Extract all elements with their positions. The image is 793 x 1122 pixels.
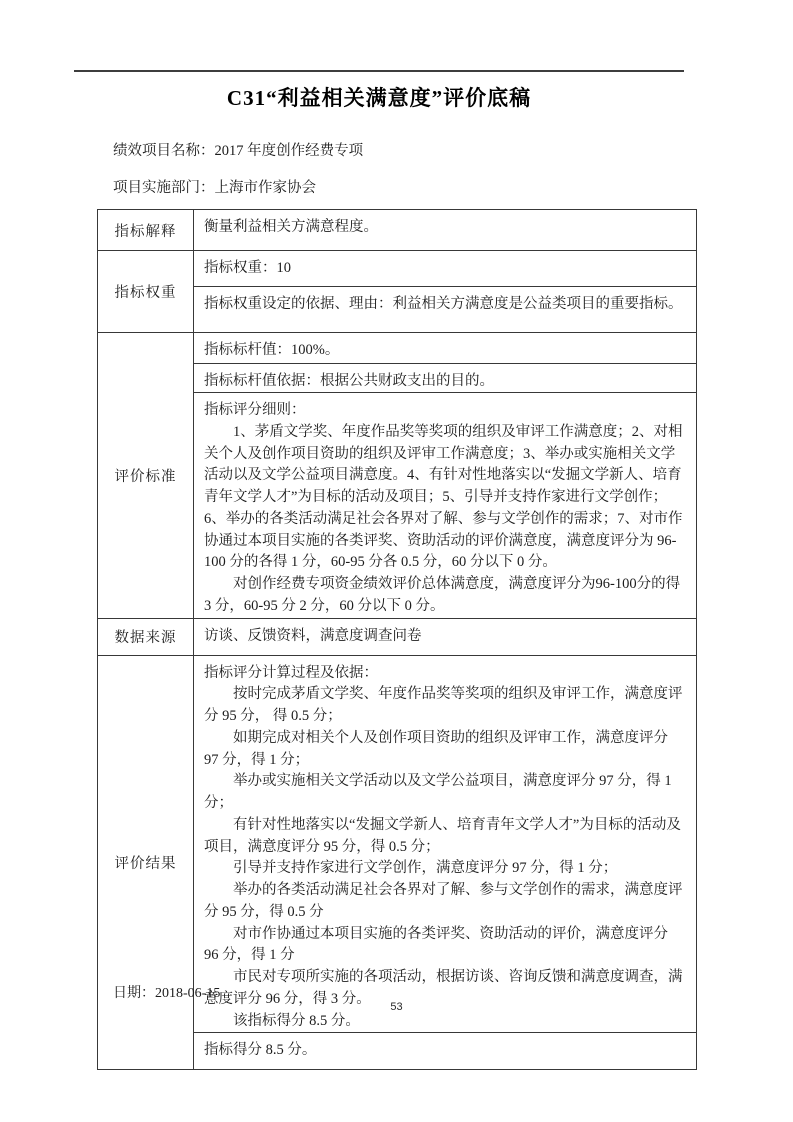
data-source-text: 访谈、反馈资料，满意度调查问卷 xyxy=(204,627,422,644)
calc-item: 引导并支持作家进行文学创作，满意度评分 97 分，得 1 分； xyxy=(233,860,618,877)
row-label-indicator-weight: 指标权重 xyxy=(98,251,194,333)
benchmark-basis-text: 指标标杆值依据：根据公共财政支出的目的。 xyxy=(204,373,494,389)
department-line: 项目实施部门：上海市作家协会 xyxy=(113,180,316,196)
scoring-rules-item: 1、茅盾文学奖、年度作品奖等奖项的组织及审评工作满意度；2、对相关个人及创作项目资助的组织及评审工作满意度；3、举办或实施相关文学活动以及文学公益项目满意度。4、有针对性地落实以“发掘文学新人、培育青年文学人才”为目标的活动及项目；5、引导并支持作家进行文学创作；6、举办的各类活动满足社会各界对了解、参与文学创作的需求；7、对市作协通过本项目实施的各类评奖、资助活动的评价满意度，满意度评分为 96-100 分的各得 1 分，60-95 分各 0.5 分，60 分以下 0 分。 xyxy=(204,423,683,571)
weight-basis-text: 指标权重设定的依据、理由：利益相关方满意度是公益类项目的重要指标。 xyxy=(204,296,683,312)
final-score-text: 指标得分 8.5 分。 xyxy=(204,1042,317,1059)
page-title: C31“利益相关满意度”评价底稿 xyxy=(226,86,532,110)
cell-benchmark-basis xyxy=(194,364,697,393)
row-label-indicator-explanation: 指标解释 xyxy=(98,210,194,251)
table-row xyxy=(98,618,697,655)
indicator-explanation-text: 衡量利益相关方满意程度。 xyxy=(204,219,378,235)
table-row xyxy=(98,210,697,251)
calc-heading: 指标评分计算过程及依据： xyxy=(204,664,378,681)
evaluation-table xyxy=(97,209,697,1070)
cell-benchmark-value xyxy=(194,333,697,364)
cell-final-score xyxy=(194,1033,697,1070)
table-row xyxy=(98,251,697,287)
calc-item: 对市作协通过本项目实施的各类评奖、资助活动的评价，满意度评分 96 分，得 1 分 xyxy=(204,925,668,964)
cell-data-source xyxy=(194,618,697,655)
indicator-weight-text: 指标权重：10 xyxy=(204,260,291,276)
scoring-rules-heading: 指标评分细则： xyxy=(204,402,306,418)
cell-scoring-rules xyxy=(194,393,697,619)
calc-item: 按时完成茅盾文学奖、年度作品奖等奖项的组织及审评工作，满意度评分 95 分， 得 0.5 分； xyxy=(204,686,683,724)
page-number: 53 xyxy=(390,1001,403,1013)
calc-item: 有针对性地落实以“发掘文学新人、培育青年文学人才”为目标的活动及项目，满意度评分 95 分，得 0.5 分； xyxy=(204,816,681,855)
table-row xyxy=(98,333,697,364)
calc-item: 市民对专项所实施的各项活动，根据访谈、咨询反馈和满意度调查，满意度评分 96 分，得 3 分。 xyxy=(204,969,683,1007)
row-label-data-source: 数据来源 xyxy=(98,618,194,655)
benchmark-value-text: 指标标杆值：100%。 xyxy=(204,342,340,358)
project-name-line: 绩效项目名称：2017 年度创作经费专项 xyxy=(113,143,364,159)
table-row xyxy=(98,655,697,1033)
row-label-evaluation-result: 评价结果 xyxy=(98,655,194,1070)
calc-item: 举办的各类活动满足社会各界对了解、参与文学创作的需求，满意度评分 95 分，得 0.5 分 xyxy=(204,882,683,920)
cell-indicator-weight-value xyxy=(194,251,697,287)
row-label-evaluation-criteria: 评价标准 xyxy=(98,333,194,619)
header-rule xyxy=(74,70,684,72)
date-line: 日期：2018-06-15 xyxy=(113,986,221,1001)
cell-score-calculation xyxy=(194,655,697,1033)
calc-item: 如期完成对相关个人及创作项目资助的组织及评审工作，满意度评分 97 分，得 1 分； xyxy=(204,729,668,768)
cell-indicator-explanation xyxy=(194,210,697,251)
calc-item: 举办或实施相关文学活动以及文学公益项目，满意度评分 97 分，得 1 分； xyxy=(204,773,672,811)
cell-weight-basis xyxy=(194,287,697,333)
scoring-rules-item: 对创作经费专项资金绩效评价总体满意度，满意度评分为96-100分的得 3 分，60-95 分 2 分，60 分以下 0 分。 xyxy=(204,576,681,614)
calc-item: 该指标得分 8.5 分。 xyxy=(233,1012,360,1029)
